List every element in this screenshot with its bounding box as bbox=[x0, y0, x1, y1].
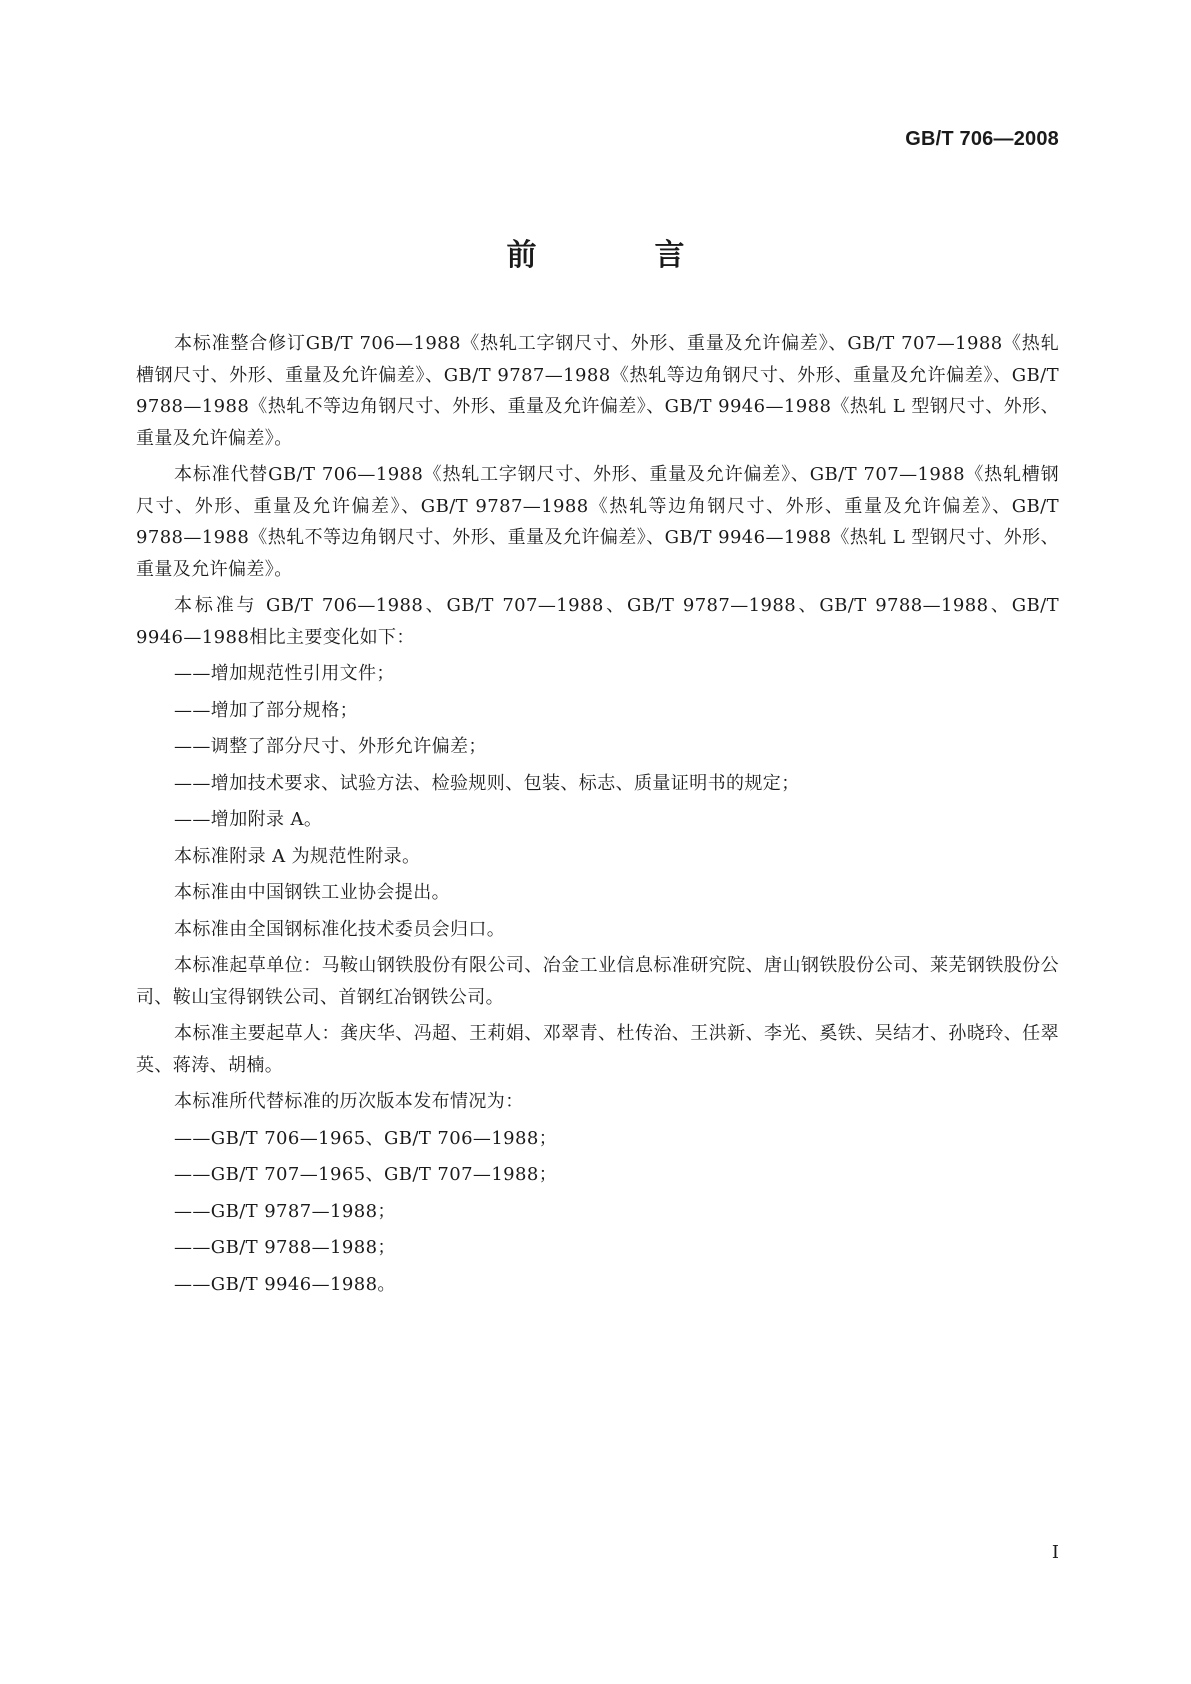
paragraph-drafting-units: 本标准起草单位：马鞍山钢铁股份有限公司、冶金工业信息标准研究院、唐山钢铁股份公司、莱芜钢铁股份公司、鞍山宝得钢铁公司、首钢红冶钢铁公司。 bbox=[136, 955, 1059, 1008]
paragraph-integration: 本标准整合修订GB/T 706—1988《热轧工字钢尺寸、外形、重量及允许偏差》、GB/T 707—1988《热轧槽钢尺寸、外形、重量及允许偏差》、GB/T 9787—1988《热轧等边角钢尺寸、外形、重量及允许偏差》、GB/T 9788—1988《热轧不等边角钢尺寸、外形、重量及允许偏差》、GB/T 9946—1988《热轧 L 型钢尺寸、外形、重量及允许偏差》。 bbox=[136, 333, 1059, 449]
history-item: ——GB/T 706—1965、GB/T 706—1988； bbox=[174, 1127, 558, 1149]
change-item: ——增加附录 A。 bbox=[174, 809, 323, 830]
paragraph-changes-intro: 本标准与 GB/T 706—1988、GB/T 707—1988、GB/T 9787—1988、GB/T 9788—1988、GB/T 9946—1988相比主要变化如下： bbox=[136, 595, 1059, 648]
paragraph-proposed-by: 本标准由中国钢铁工业协会提出。 bbox=[174, 882, 450, 903]
change-item: ——增加了部分规格； bbox=[174, 699, 358, 721]
history-item: ——GB/T 707—1965、GB/T 707—1988； bbox=[174, 1164, 558, 1185]
paragraph-history-intro: 本标准所代替标准的历次版本发布情况为： bbox=[174, 1091, 524, 1112]
history-item: ——GB/T 9788—1988； bbox=[174, 1237, 396, 1258]
standard-number: GB/T 706—2008 bbox=[905, 128, 1059, 150]
history-item: ——GB/T 9946—1988。 bbox=[174, 1273, 396, 1295]
paragraph-annex: 本标准附录 A 为规范性附录。 bbox=[174, 845, 421, 867]
change-item: ——增加规范性引用文件； bbox=[174, 663, 395, 684]
paragraph-centralized-by: 本标准由全国钢标准化技术委员会归口。 bbox=[174, 918, 506, 940]
page-number: I bbox=[1051, 1542, 1059, 1563]
paragraph-drafters: 本标准主要起草人：龚庆华、冯超、王莉娟、邓翠青、杜传治、王洪新、李光、奚铁、吴结才、孙晓玲、任翠英、蒋涛、胡楠。 bbox=[136, 1023, 1059, 1076]
page-title: 前 言 bbox=[506, 238, 729, 273]
history-item: ——GB/T 9787—1988； bbox=[174, 1200, 396, 1222]
foreword-body bbox=[136, 328, 1059, 1305]
change-item: ——调整了部分尺寸、外形允许偏差； bbox=[174, 736, 487, 757]
change-item: ——增加技术要求、试验方法、检验规则、包装、标志、质量证明书的规定； bbox=[174, 772, 800, 794]
paragraph-replaces: 本标准代替GB/T 706—1988《热轧工字钢尺寸、外形、重量及允许偏差》、GB/T 707—1988《热轧槽钢尺寸、外形、重量及允许偏差》、GB/T 9787—1988《热轧等边角钢尺寸、外形、重量及允许偏差》、GB/T 9788—1988《热轧不等边角钢尺寸、外形、重量及允许偏差》、GB/T 9946—1988《热轧 L 型钢尺寸、外形、重量及允许偏差》。 bbox=[136, 464, 1059, 580]
